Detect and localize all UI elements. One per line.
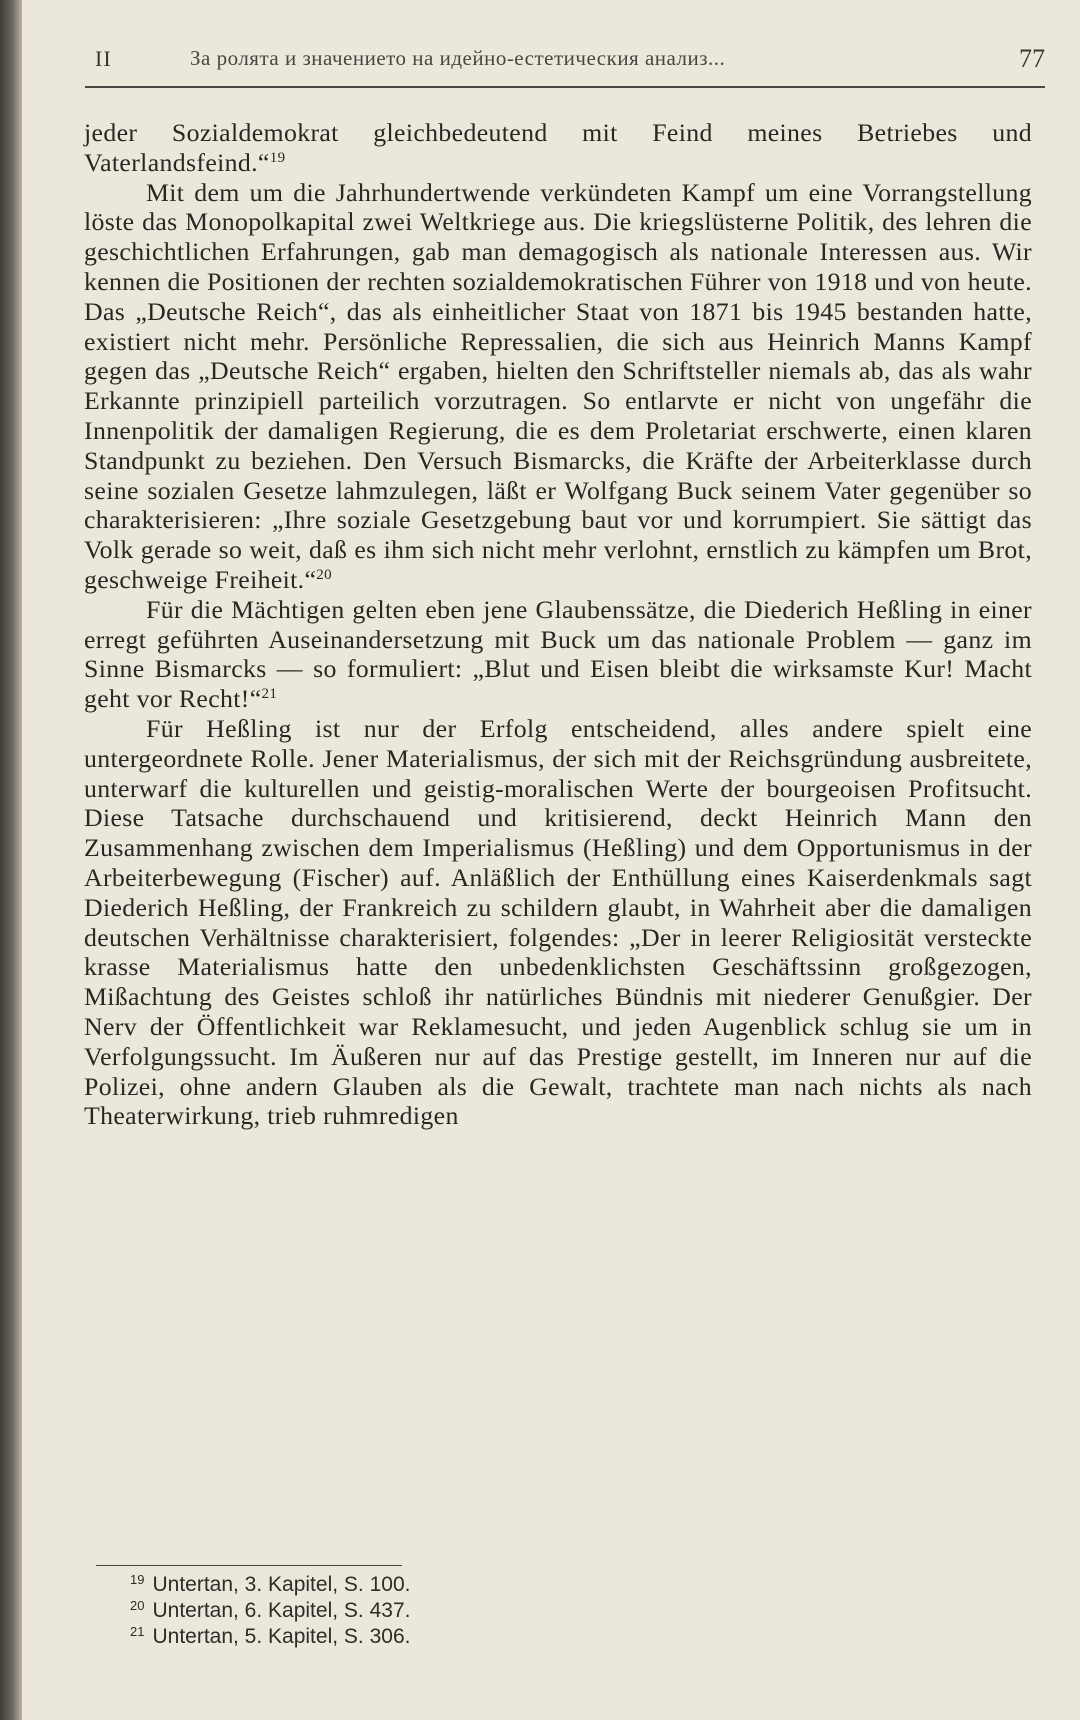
paragraph [84, 118, 1032, 178]
footnote-reference: 20 [316, 566, 332, 583]
page-number: 77 [1019, 44, 1045, 73]
body-text [84, 118, 1032, 1131]
footnote [130, 1598, 730, 1624]
footnote-text: Untertan, 3. Kapitel, S. 100. [152, 1573, 411, 1596]
footnote [130, 1572, 730, 1598]
paragraph-text: jeder Sozialdemokrat gleichbedeutend mit Feind meines Betriebes und Vaterlandsfeind.“ [84, 118, 1032, 177]
paragraph-text: Für die Mächtigen gelten eben jene Glaubenssätze, die Diederich Heßling in einer erregt geführten Auseinandersetzung mit Buck um das nationale Problem — ganz im Sinne Bismarcks — so formuliert: „Blut und Eisen bleibt die wirksamste Kur! Macht geht vor Recht!“ [84, 594, 1032, 714]
running-title: За ролята и значението на идейно-естетическия анализ... [190, 46, 726, 70]
footnote-number: 19 [130, 1572, 145, 1587]
paragraph [84, 595, 1032, 714]
paragraph-text: Für Heßling ist nur der Erfolg entscheidend, alles andere spielt eine untergeordnete Rolle. Jener Materialismus, der sich mit der Reichsgründung ausbreitete, unterwarf die kulturellen und geistig-moralischen Werte der bourgeoisen Profitsucht. Diese Tatsache durchschauend und kritisierend, deckt Heinrich Mann den Zusammenhang zwischen dem Imperialismus (Heßling) und dem Opportunismus in der Arbeiterbewegung (Fischer) auf. Anläßlich der Enthüllung eines Kaiserdenkmals sagt Diederich Heßling, der Frankreich zu schildern glaubt, in Wahrheit aber die damaligen deutschen Verhältnisse charakterisiert, folgendes: „Der in leerer Religiosität versteckte krasse Materialismus hatte den unbedenklichsten Geschäftssinn großgezogen, Mißachtung des Geistes schloß ihr natürliches Bündnis mit niederer Genußgier. Der Nerv der Öffentlichkeit war Reklamesucht, und jeden Augenblick schlug sie um in Verfolgungssucht. Im Äußeren nur auf das Prestige gestellt, im Inneren nur auf die Polizei, ohne andern Glauben als die Gewalt, trachtete man nach nichts als nach Theaterwirkung, trieb ruhmredigen [84, 713, 1032, 1131]
paragraph [84, 714, 1032, 1131]
footnote-number: 20 [130, 1598, 145, 1613]
footnote-rule [96, 1565, 402, 1566]
paragraph-text: Mit dem um die Jahrhundertwende verkündeten Kampf um eine Vorrangstellung löste das Monopolkapital zwei Weltkriege aus. Die kriegslüsterne Politik, des lehren die geschichtlichen Erfahrungen, gab man demagogisch als nationale Interessen aus. Wir kennen die Positionen der rechten sozialdemokratischen Führer von 1918 und von heute. Das „Deutsche Reich“, das als einheitlicher Staat von 1871 bis 1945 bestanden hatte, existiert nicht mehr. Persönliche Repressalien, die sich aus Heinrich Manns Kampf gegen das „Deutsche Reich“ ergaben, hielten den Schriftsteller niemals ab, das als wahr Erkannte prinzipiell parteilich vorzutragen. So entlarvte er nicht von ungefähr die Innenpolitik der damaligen Regierung, die es dem Proletariat erschwerte, einen klaren Standpunkt zu beziehen. Den Versuch Bismarcks, die Kräfte der Arbeiterklasse durch seine sozialen Gesetze lahmzulegen, läßt er Wolfgang Buck seinem Vater gegenüber so charakterisieren: „Ihre soziale Gesetzgebung baut vor und korrumpiert. Sie sättigt das Volk gerade so weit, daß es ihm sich nicht mehr verlohnt, ernstlich zu kämpfen um Brot, geschweige Freiheit.“ [84, 177, 1032, 594]
book-spine [0, 0, 22, 1720]
running-header [95, 40, 1045, 80]
footnote [130, 1624, 730, 1650]
footnote-reference: 21 [261, 686, 278, 703]
footnote-reference: 19 [269, 149, 286, 166]
footnote-number: 21 [130, 1624, 145, 1639]
paragraph [84, 178, 1032, 595]
header-rule [85, 86, 1045, 88]
footnotes [130, 1572, 730, 1650]
section-number: II [95, 46, 112, 71]
footnote-text: Untertan, 6. Kapitel, S. 437. [152, 1599, 411, 1622]
footnote-text: Untertan, 5. Kapitel, S. 306. [152, 1625, 411, 1648]
